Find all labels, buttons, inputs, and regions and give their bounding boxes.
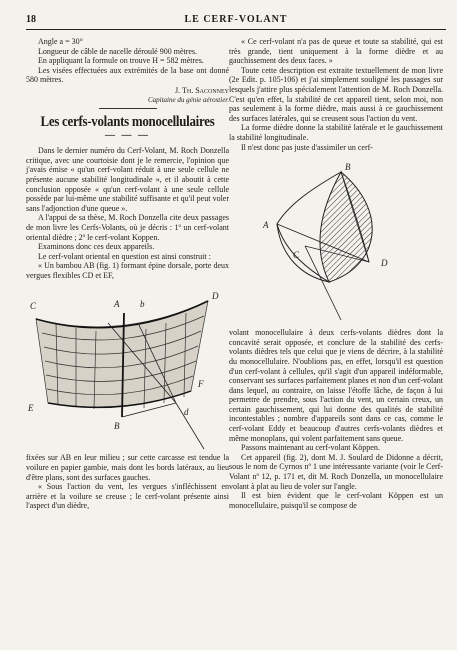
angle-line: Angle a = 30°: [38, 37, 83, 46]
r-paragraph-6: Passons maintenant au cerf-volant Köppen.: [241, 443, 380, 453]
label-b2: B: [345, 162, 351, 173]
title-dashes: — — —: [105, 130, 150, 142]
figure-1-drawing: [26, 283, 229, 451]
figure-2-koppen-kite: [229, 154, 443, 322]
visees-result: Les visées effectuées aux extrémités de la base ont donné 580 mètres.: [26, 65, 229, 85]
paragraph-5: « Un bambou AB (fig. 1) formant épine dorsale, porte deux vergues flexibles CD et EF,: [26, 261, 229, 280]
label-f: F: [198, 379, 204, 390]
page-header: [26, 14, 446, 28]
right-column: [229, 37, 443, 510]
label-e: E: [28, 403, 34, 414]
header-rule: [26, 29, 446, 30]
label-d-lower: d: [184, 407, 189, 418]
r-paragraph-8: Il est bien évident que le cerf-volant Köppen est un monocellulaire, puisqu'il se compose de: [229, 491, 443, 510]
label-b: B: [114, 421, 120, 432]
figure-2-drawing: [229, 154, 443, 322]
r-paragraph-4: Il n'est donc pas juste d'assimiler un cerf-: [241, 142, 373, 152]
paragraph-6: fixées sur AB en leur milieu ; sur cette carcasse est tendue la voilure en papier gambie, mais dont les bords latéraux, au lieu d'être plans, sont des surfaces gauches.: [26, 453, 229, 482]
label-a2: A: [263, 220, 269, 231]
left-column: [26, 37, 229, 511]
r-paragraph-3: La forme dièdre donne la stabilité latérale et le gauchissement la stabilité longitudinale.: [229, 123, 443, 142]
page-number: 18: [26, 14, 36, 25]
r-paragraph-2: Toute cette description est extraite textuellement de mon livre (2e Edit. p. 105-106) et j'ai simplement souligné les passages sur lesquels j'attire plus spécialement l'attention de M. Roch Donzella. C'est qu'en effet, la stabilité de cet appareil tient, selon moi, non pas seulement à la forme dièdre, mais aussi à ce gauchissement des surfaces latérales, qui se creusent sous l'action du vent.: [229, 65, 443, 123]
label-a: A: [114, 299, 120, 310]
paragraph-2: A l'appui de sa thèse, M. Roch Donzella cite deux passages de mon livre les Cerfs-Volants, où je décris : 1º un cerf-volant oriental dièdre ; 2º le cerf-volant Koppen.: [26, 213, 229, 242]
label-b-small: b: [140, 299, 145, 310]
paragraph-7: « Sous l'action du vent, les vergues s'infléchissent en arrière et la voilure se creuse ; le cerf-volant présente ainsi l'aspect d'un dièdre,: [26, 482, 229, 511]
signature-name: J. Th. Saconney: [175, 85, 229, 95]
formula-result: En appliquant la formule on trouve H = 582 mètres.: [38, 56, 204, 66]
journal-title: LE CERF-VOLANT: [184, 14, 288, 25]
section-divider: [99, 108, 157, 109]
cable-length: Longueur de câble de nacelle déroulé 900 mètres.: [38, 46, 198, 56]
paragraph-3: Examinons donc ces deux appareils.: [38, 242, 155, 252]
label-c: C: [30, 301, 37, 312]
paragraph-4: Le cerf-volant oriental en question est ainsi construit :: [38, 251, 211, 261]
r-paragraph-7: Cet appareil (fig. 2), dont M. J. Soulard de Didonne a décrit, sous le nom de Cyrnos nº 1 une intéressante variante (voir le Cerf-Volant nº 12, p. 171 et, dit M. Roch Donzella, un monocellulaire volant à plat au lieu de voler sur l'angle.: [229, 452, 443, 491]
label-d2: D: [381, 258, 388, 269]
label-c2: C: [293, 250, 300, 261]
signature-title: Capitaine du génie aérostier.: [147, 95, 229, 104]
label-d-upper: D: [212, 291, 219, 302]
kite-line: [176, 403, 204, 449]
figure-1-diedre-kite: [26, 283, 229, 451]
r-paragraph-1: « Ce cerf-volant n'a pas de queue et toute sa stabilité, qui est très grande, tient uniquement à la forme dièdre et au gauchissement des deux faces. »: [229, 37, 443, 66]
paragraph-1: Dans le dernier numéro du Cerf-Volant, M. Roch Donzella critique, avec une courtoisie dont je le remercie, l'opinion que j'avais émise « qu'un cerf-volant réduit à une seule cellule ne présente aucune stabilité longitudinale », et il aboutit à cette conclusion opposée « qu'un cerf-volant à une seule cellule possède par lui-même une stabilité suffisante et qu'il peut voler sans l'adjonction d'une queue ».: [26, 146, 229, 213]
article-title: Les cerfs-volants monocellulaires: [40, 114, 215, 131]
r-paragraph-5: volant monocellulaire à deux cerfs-volants dièdres dont la concavité serait opposée, et conclure de la stabilité des cerfs-volants dièdres tels que celui que je viens de décrire, à la stabilité du monocellulaire. N'oublions pas, en effet, lorsqu'il est question d'un cerf-volant à cellules, qu'il s'agit d'un appareil indéformable, conservant ses surfaces parfaitement planes et non d'un cerf-volant dans lequel, au contraire, on laisse l'étoffe lâche, de façon à lui permettre de prendre, sous l'action du vent, un certain creux, un certain gauchissement, qui lui donne des qualités de stabilité incontestables ; nombre d'appareils sont dans ce cas, comme le cerf-volant Eddy et beaucoup d'autres cerfs-volants dièdres et même monoplans, qui volent parfaitement sans queue.: [229, 328, 443, 443]
